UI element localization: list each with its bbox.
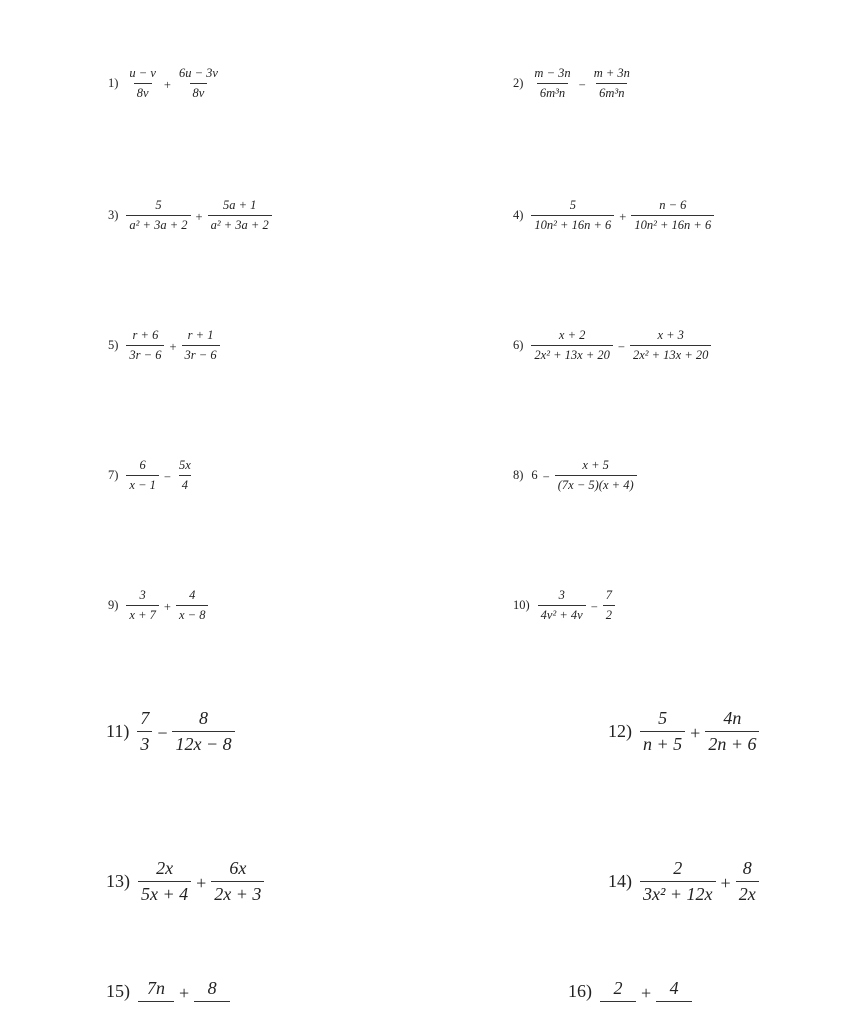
operator: − xyxy=(163,470,171,484)
fraction xyxy=(176,458,194,493)
fraction xyxy=(531,66,573,101)
operator: − xyxy=(157,723,168,743)
problem-number: 5) xyxy=(108,338,119,352)
problem-number: 8) xyxy=(513,468,524,482)
problem-9 xyxy=(108,588,208,623)
denominator xyxy=(194,1001,230,1004)
problem-5 xyxy=(108,328,220,363)
numerator: 2 xyxy=(613,978,623,998)
numerator: 2 xyxy=(673,858,683,878)
fraction xyxy=(631,198,714,233)
problem-1 xyxy=(108,66,221,101)
fraction xyxy=(182,328,220,363)
problem-3 xyxy=(108,198,272,233)
problem-number: 6) xyxy=(513,338,524,352)
denominator: 10n² + 16n + 6 xyxy=(631,215,714,233)
numerator: n − 6 xyxy=(659,198,687,212)
fraction xyxy=(736,858,759,905)
problem-13 xyxy=(106,858,264,905)
fraction xyxy=(208,198,272,233)
fraction xyxy=(640,708,685,755)
numerator: x + 5 xyxy=(582,458,609,472)
denominator: 2x² + 13x + 20 xyxy=(531,345,612,363)
problem-14 xyxy=(608,858,759,905)
problem-15 xyxy=(106,978,230,1004)
denominator: 3r − 6 xyxy=(182,345,220,363)
fraction xyxy=(176,588,208,623)
operator: − xyxy=(590,600,598,614)
numerator: x + 3 xyxy=(657,328,684,342)
denominator: x − 8 xyxy=(176,605,208,623)
fraction xyxy=(531,328,612,363)
fraction xyxy=(640,858,716,905)
numerator: 4n xyxy=(723,708,742,728)
operator: + xyxy=(641,982,652,1003)
problem-number: 2) xyxy=(513,76,524,90)
numerator: 6u − 3v xyxy=(178,66,218,80)
problem-number: 15) xyxy=(106,980,130,1001)
fraction xyxy=(172,708,234,755)
problem-number: 16) xyxy=(568,980,592,1001)
problem-number: 7) xyxy=(108,468,119,482)
fraction xyxy=(137,708,152,755)
numerator: 7 xyxy=(140,708,150,728)
numerator: m − 3n xyxy=(534,66,571,80)
fraction xyxy=(126,198,190,233)
fraction xyxy=(531,198,614,233)
numerator: 8 xyxy=(742,858,752,878)
denominator: 2 xyxy=(603,605,615,623)
fraction xyxy=(630,328,711,363)
operator: + xyxy=(163,600,171,614)
denominator: a² + 3a + 2 xyxy=(208,215,272,233)
fraction xyxy=(603,588,615,623)
denominator: 2x² + 13x + 20 xyxy=(630,345,711,363)
denominator: 3 xyxy=(137,731,152,755)
fraction xyxy=(600,978,636,1004)
denominator: 12x − 8 xyxy=(172,731,234,755)
operator: + xyxy=(195,210,203,224)
numerator: u − v xyxy=(129,66,156,80)
fraction xyxy=(126,588,158,623)
denominator: a² + 3a + 2 xyxy=(126,215,190,233)
numerator: 3 xyxy=(558,588,565,602)
operator: − xyxy=(578,78,586,92)
fraction xyxy=(126,458,158,493)
numerator: 5 xyxy=(658,708,668,728)
operator: − xyxy=(617,340,625,354)
denominator xyxy=(138,1001,174,1004)
operator: + xyxy=(179,982,190,1003)
denominator: n + 5 xyxy=(640,731,685,755)
numerator: 5 xyxy=(155,198,162,212)
fraction xyxy=(176,66,221,101)
denominator: 5x + 4 xyxy=(138,881,191,905)
numerator: 6 xyxy=(139,458,146,472)
denominator xyxy=(656,1001,692,1004)
problem-7 xyxy=(108,458,194,493)
problem-8 xyxy=(513,458,637,493)
problem-number: 14) xyxy=(608,871,632,891)
denominator: 10n² + 16n + 6 xyxy=(531,215,614,233)
operator: + xyxy=(196,873,207,893)
problem-number: 10) xyxy=(513,598,530,612)
denominator: x + 7 xyxy=(126,605,158,623)
numerator: 8 xyxy=(199,708,209,728)
whole-number: 6 xyxy=(531,468,538,482)
fraction xyxy=(705,708,759,755)
denominator: 6m³n xyxy=(596,83,627,101)
problem-number: 13) xyxy=(106,871,130,891)
denominator: (7x − 5)(x + 4) xyxy=(555,475,637,493)
problem-number: 12) xyxy=(608,721,632,741)
operator: + xyxy=(720,873,731,893)
problem-number: 1) xyxy=(108,76,119,90)
problem-number: 3) xyxy=(108,208,119,222)
fraction xyxy=(138,858,191,905)
denominator: 8v xyxy=(190,83,208,101)
numerator: r + 1 xyxy=(187,328,214,342)
problem-number: 9) xyxy=(108,598,119,612)
numerator: m + 3n xyxy=(593,66,630,80)
denominator: 8v xyxy=(134,83,152,101)
numerator: 4 xyxy=(189,588,196,602)
denominator: 3r − 6 xyxy=(126,345,164,363)
numerator: 4 xyxy=(669,978,679,998)
problem-10 xyxy=(513,588,615,623)
problem-6 xyxy=(513,328,711,363)
problem-number: 4) xyxy=(513,208,524,222)
numerator: 3 xyxy=(139,588,146,602)
problem-4 xyxy=(513,198,714,233)
operator: + xyxy=(690,723,701,743)
problem-16 xyxy=(568,978,692,1004)
numerator: 6x xyxy=(229,858,247,878)
denominator: 4 xyxy=(179,475,191,493)
operator: − xyxy=(542,470,550,484)
fraction xyxy=(538,588,586,623)
denominator: 2x xyxy=(736,881,759,905)
fraction xyxy=(656,978,692,1004)
operator: + xyxy=(169,340,177,354)
fraction xyxy=(138,978,174,1004)
operator: + xyxy=(619,210,627,224)
operator: + xyxy=(163,78,171,92)
denominator: x − 1 xyxy=(126,475,158,493)
numerator: x + 2 xyxy=(558,328,586,342)
denominator: 4v² + 4v xyxy=(538,605,586,623)
fraction xyxy=(194,978,230,1004)
fraction xyxy=(555,458,637,493)
problem-number: 11) xyxy=(106,721,130,741)
fraction xyxy=(591,66,633,101)
numerator: 2x xyxy=(156,858,174,878)
numerator: 5 xyxy=(569,198,576,212)
denominator: 2x + 3 xyxy=(211,881,264,905)
fraction xyxy=(126,328,164,363)
fraction xyxy=(211,858,264,905)
denominator: 6m³n xyxy=(537,83,568,101)
denominator: 3x² + 12x xyxy=(640,881,716,905)
numerator: 7 xyxy=(605,588,613,602)
denominator xyxy=(600,1001,636,1004)
problem-12 xyxy=(608,708,759,755)
numerator: 5a + 1 xyxy=(222,198,257,212)
problem-2 xyxy=(513,66,633,101)
numerator: 7n xyxy=(147,978,165,998)
denominator: 2n + 6 xyxy=(705,731,759,755)
numerator: 5x xyxy=(178,458,191,472)
problem-11 xyxy=(106,708,235,755)
numerator: r + 6 xyxy=(132,328,159,342)
fraction xyxy=(126,66,158,101)
numerator: 8 xyxy=(207,978,217,998)
